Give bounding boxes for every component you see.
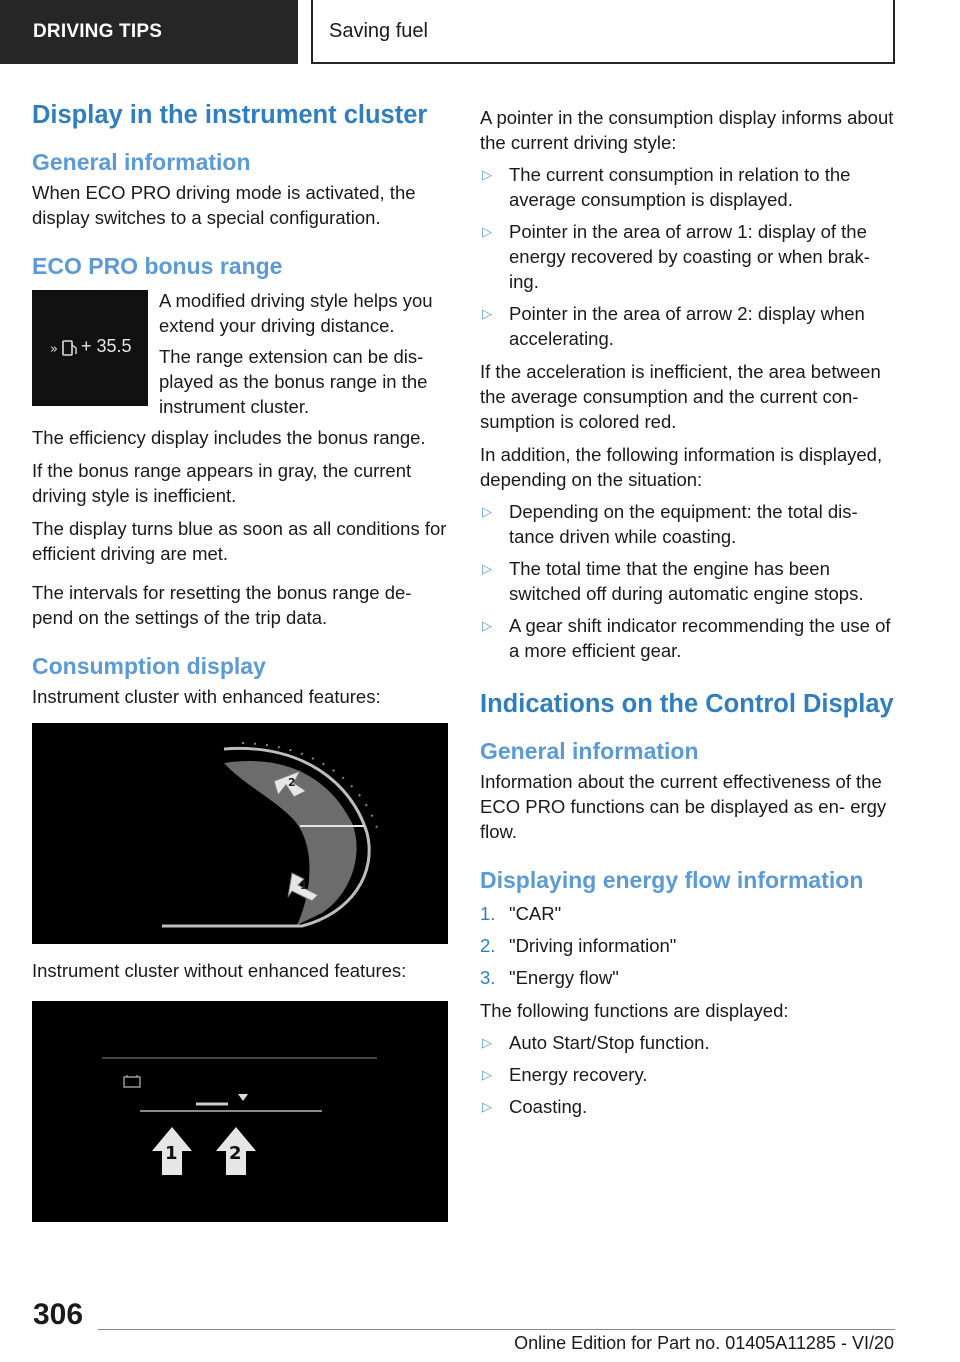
caption-without: Instrument cluster without enhanced features: [32, 960, 407, 981]
list-item: ▷ Coasting. [482, 1096, 588, 1117]
triangle-bullet-icon: ▷ [482, 618, 492, 633]
gray-paragraph: If the bonus range appears in gray, the current driving style is inefficient. [32, 460, 412, 506]
caption-enhanced: Instrument cluster with enhanced features: [32, 686, 381, 707]
arrow-2-label: 2 [229, 1143, 242, 1164]
list-item: ▷ Depending on the equipment: the total dis- tance driven while coasting. [482, 501, 858, 547]
list-item: ▷ Energy recovery. [482, 1064, 648, 1085]
bonus-range-value: + 35.5 [81, 336, 132, 356]
list-item: ▷ Auto Start/Stop function. [482, 1032, 710, 1053]
step-item: 1. "CAR" [480, 903, 562, 924]
addition-paragraph: In addition, the following information is displayed, depending on the situation: [480, 444, 883, 490]
triangle-bullet-icon: ▷ [482, 1035, 492, 1050]
page-number: 306 [33, 1298, 84, 1331]
triangle-bullet-icon: ▷ [482, 504, 492, 519]
triangle-bullet-icon: ▷ [482, 167, 492, 182]
intervals-paragraph: The intervals for resetting the bonus range de- pend on the settings of the trip data. [32, 582, 412, 628]
bonus-range-block [32, 288, 448, 419]
arrow-1-label: 1 [165, 1143, 178, 1164]
triangle-bullet-icon: ▷ [482, 1099, 492, 1114]
list-item: ▷ The total time that the engine has been switched off during automatic engine stops. [482, 558, 864, 604]
bonus-paragraph-2: The range extension can be dis- played as the bonus range in the instrument cluster. [159, 346, 428, 417]
right-column [480, 105, 896, 1119]
general-information-text: When ECO PRO driving mode is activated, the display switches to a special configuration. [32, 182, 416, 228]
list-item: ▷ Pointer in the area of arrow 2: display when accelerating. [482, 303, 865, 349]
basic-cluster-graphic [32, 1001, 448, 1222]
heading-indications-control-display: Indications on the Control Display [480, 690, 894, 718]
topic-title: Saving fuel [329, 19, 428, 42]
list-item: ▷ Pointer in the area of arrow 1: display of the energy recovered by coasting or when brak- ing. [482, 221, 870, 292]
list-item: ▷ The current consumption in relation to the average consumption is displayed. [482, 164, 851, 210]
triangle-bullet-icon: ▷ [482, 1067, 492, 1082]
heading-eco-pro-bonus-range: ECO PRO bonus range [32, 253, 283, 279]
triangle-bullet-icon: ▷ [482, 224, 492, 239]
topic-tab [311, 0, 895, 64]
blue-paragraph: The display turns blue as soon as all conditions for efficient driving are met. [32, 518, 447, 564]
arrow-2-label: 2 [288, 776, 296, 789]
enhanced-cluster-graphic [32, 723, 448, 944]
section-title: DRIVING TIPS [33, 21, 163, 42]
arrow-1-label: 1 [300, 879, 308, 892]
heading-general-information-2: General information [480, 738, 699, 764]
left-column [32, 100, 448, 1222]
figure-basic-cluster [32, 1001, 448, 1222]
step-item: 3. "Energy flow" [480, 967, 619, 988]
footer-divider [98, 1329, 895, 1330]
triangle-bullet-icon: ▷ [482, 561, 492, 576]
efficiency-paragraph: The efficiency display includes the bonus range. [32, 427, 426, 448]
general-information-text-2: Information about the current effectiveness of the ECO PRO functions can be displayed as en- ergy flow. [480, 771, 887, 842]
heading-energy-flow: Displaying energy flow information [480, 867, 864, 893]
footer-edition: Online Edition for Part no. 01405A11285 - VI/20 [514, 1333, 894, 1353]
bonus-range-image [32, 290, 148, 406]
pointer-paragraph: A pointer in the consumption display informs about the current driving style: [480, 107, 894, 153]
inefficient-paragraph: If the acceleration is inefficient, the area between the average consumption and the current con- sumption is colored red. [480, 361, 881, 432]
battery-icon [124, 1077, 140, 1087]
section-tab [0, 0, 298, 64]
figure-enhanced-cluster [32, 723, 448, 944]
svg-text:»: » [50, 342, 58, 357]
heading-general-information: General information [32, 149, 251, 175]
triangle-bullet-icon: ▷ [482, 306, 492, 321]
list-item: ▷ A gear shift indicator recommending the use of a more efficient gear. [482, 615, 891, 661]
heading-display-instrument-cluster: Display in the instrument cluster [32, 101, 428, 129]
bonus-paragraph-1: A modified driving style helps you extend your driving distance. [159, 290, 433, 336]
following-paragraph: The following functions are displayed: [480, 1000, 789, 1021]
step-item: 2. "Driving information" [480, 935, 677, 956]
heading-consumption-display: Consumption display [32, 653, 266, 679]
